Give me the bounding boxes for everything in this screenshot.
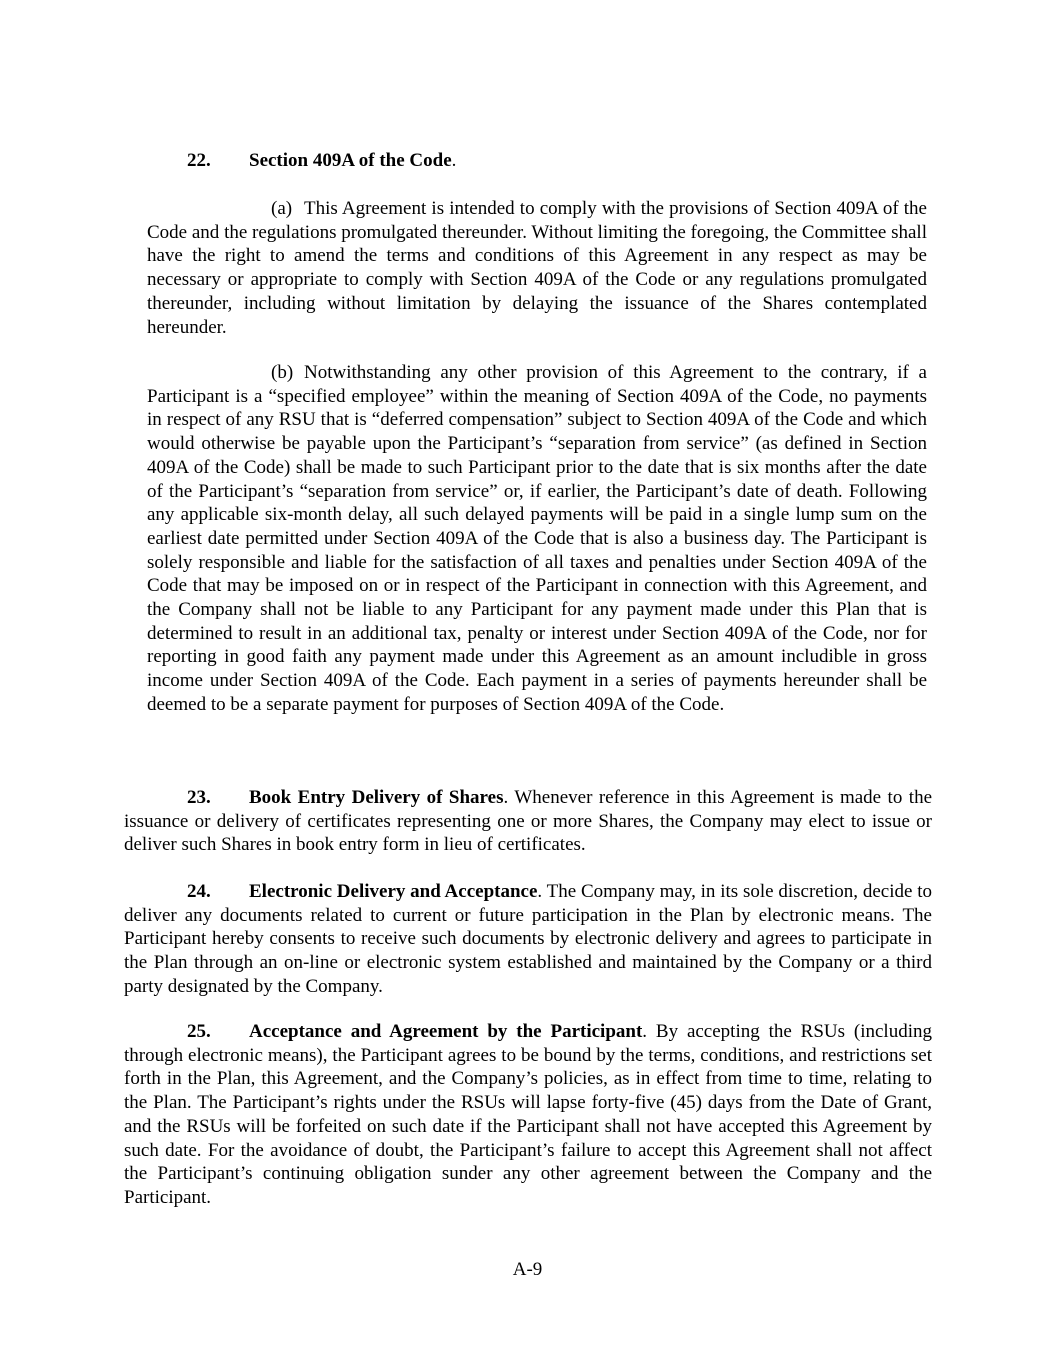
section-22-heading xyxy=(187,149,456,173)
page-number: A-9 xyxy=(512,1259,543,1280)
section-25-paragraph xyxy=(124,1020,932,1210)
section-23-title: Book Entry Delivery of Shares xyxy=(249,787,504,808)
section-22-paragraph-a xyxy=(147,197,927,339)
section-22-paragraph-b xyxy=(147,361,927,717)
section-25-title: Acceptance and Agreement by the Participant xyxy=(249,1021,643,1042)
section-22-title-end: . xyxy=(451,150,457,171)
section-22-a-label: (a) xyxy=(271,198,293,219)
section-24-number: 24. xyxy=(187,881,211,902)
section-24-text: . The Company may, in its sole discretion, decide to deliver any documents related to current or future participation in the Plan by electronic means. The Participant hereby consents to receive such documents by electronic delivery and agrees to participate in the Plan through an on-line or electronic system established and maintained by the Company or a third party designated by the Company. xyxy=(124,881,932,997)
section-22-a-text: This Agreement is intended to comply with the provisions of Section 409A of the Code and the regulations promulgated thereunder. Without limiting the foregoing, the Committee shall have the right to amend the terms and conditions of this Agreement in any respect as may be necessary or appropriate to comply with Section 409A of the Code or any regulations promulgated thereunder, including without limitation by delaying the issuance of the Shares contemplated hereunder. xyxy=(147,198,927,338)
section-24-paragraph xyxy=(124,880,932,999)
section-22-title: Section 409A of the Code xyxy=(249,150,452,171)
section-24-title: Electronic Delivery and Acceptance xyxy=(249,881,538,902)
section-22-b-text: Notwithstanding any other provision of this Agreement to the contrary, if a Participant is a “specified employee” within the meaning of Section 409A of the Code, no payments in respect of any RSU that is “deferred compensation” subject to Section 409A of the Code and which would otherwise be payable upon the Participant’s “separation from service” (as defined in Section 409A of the Code) shall be made to such Participant prior to the date that is six months after the date of the Participant’s “separation from service” or, if earlier, the Participant’s date of death. Following any applicable six-month delay, all such delayed payments will be paid in a single lump sum on the earliest date permitted under Section 409A of the Code that is also a business day. The Participant is solely responsible and liable for the satisfaction of all taxes and penalties under Section 409A of the Code that may be imposed on or in respect of the Participant in connection with this Agreement, and the Company shall not be liable to any Participant for any payment made under this Plan that is determined to result in an additional tax, penalty or interest under Section 409A of the Code, nor for reporting in good faith any payment made under this Agreement as an amount includible in gross income under Section 409A of the Code. Each payment in a series of payments hereunder shall be deemed to be a separate payment for purposes of Section 409A of the Code. xyxy=(147,362,927,715)
section-25-text: . By accepting the RSUs (including through electronic means), the Participant agrees to be bound by the terms, conditions, and restrictions set forth in the Plan, this Agreement, and the Company’s policies, as in effect from time to time, relating to the Plan. The Participant’s rights under the RSUs will lapse forty-five (45) days from the Date of Grant, and the RSUs will be forfeited on such date if the Participant shall not have accepted this Agreement by such date. For the avoidance of doubt, the Participant’s failure to accept this Agreement shall not affect the Participant’s continuing obligation sunder any other agreement between the Company and the Participant. xyxy=(124,1021,932,1208)
section-25-number: 25. xyxy=(187,1021,211,1042)
section-23-text: . Whenever reference in this Agreement is made to the issuance or delivery of certificates representing one or more Shares, the Company may elect to issue or deliver such Shares in book entry form in lieu of certificates. xyxy=(124,787,932,856)
section-23-paragraph xyxy=(124,786,932,857)
section-22-b-label: (b) xyxy=(271,362,294,383)
section-23-number: 23. xyxy=(187,787,211,808)
section-22-number: 22. xyxy=(187,150,211,171)
